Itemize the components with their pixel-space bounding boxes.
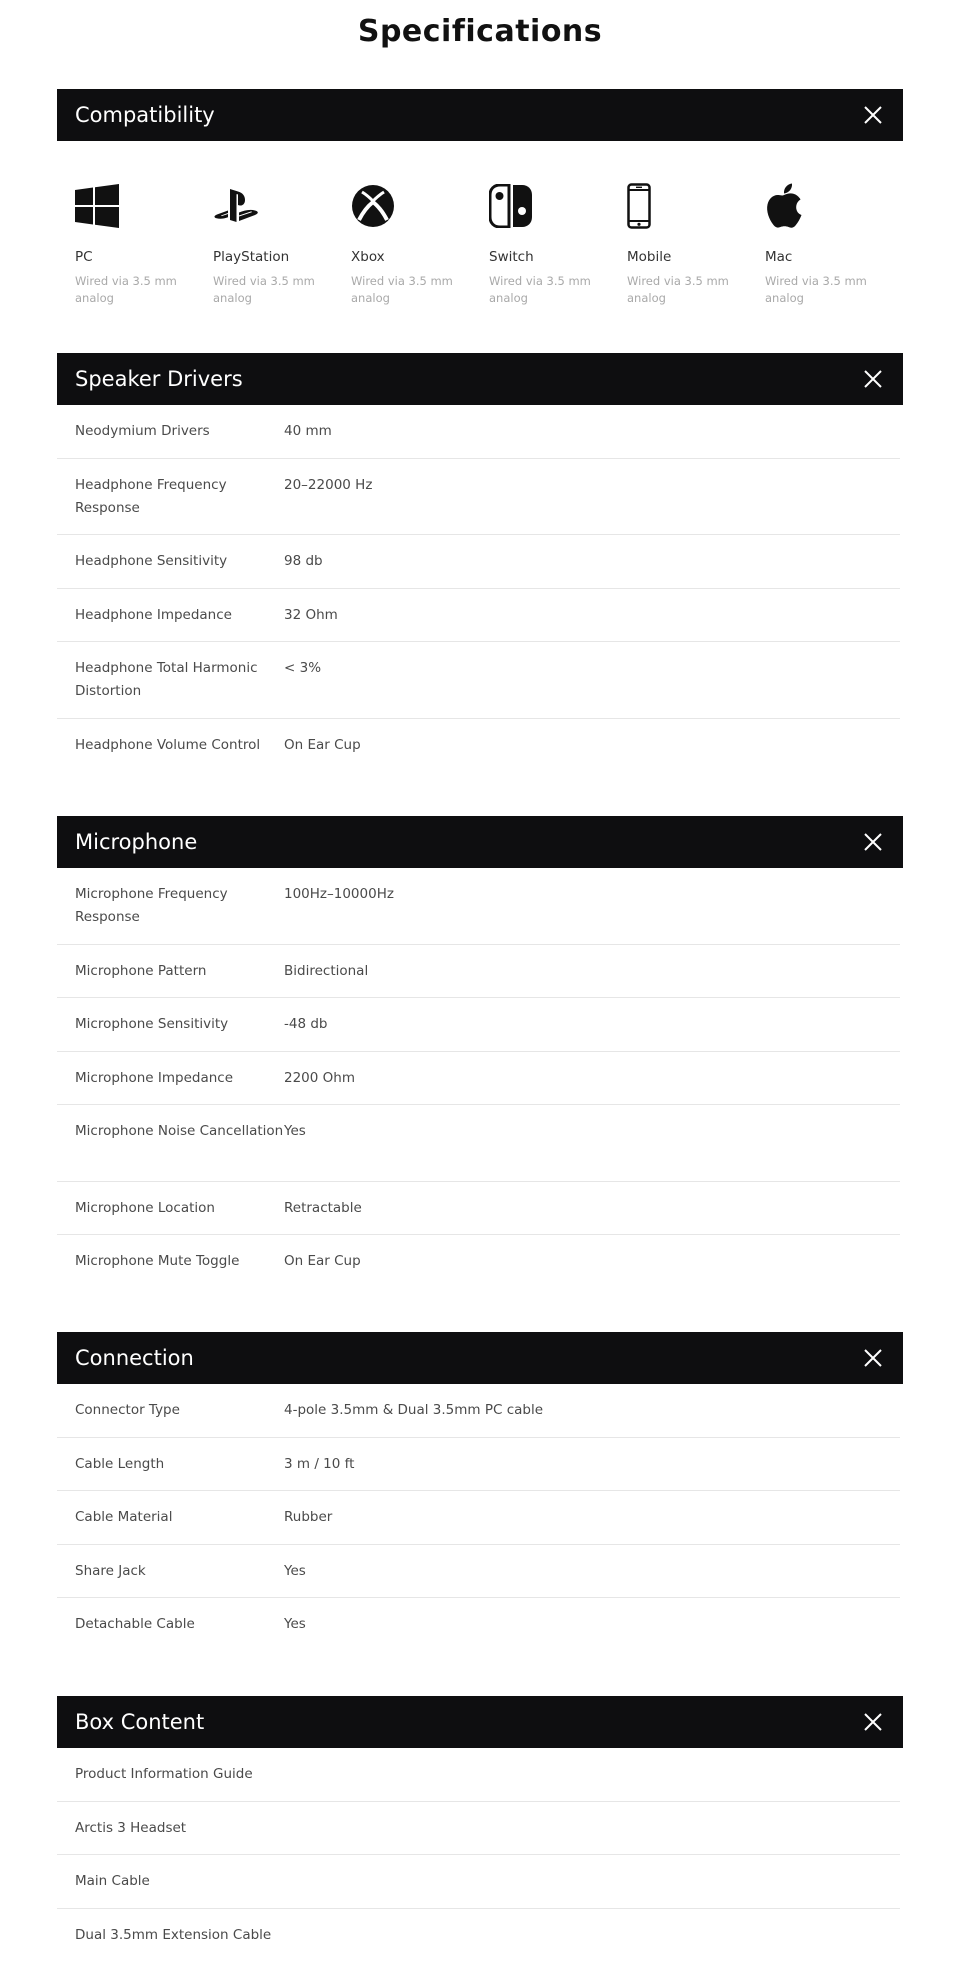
list-item	[57, 1909, 900, 1963]
spec-row	[57, 1105, 900, 1182]
spec-row	[57, 1384, 900, 1438]
spec-value: Yes	[284, 1562, 306, 1579]
spec-row	[57, 1545, 900, 1599]
list-item	[57, 1748, 900, 1802]
compatibility-header[interactable]	[57, 89, 903, 141]
playstation-icon	[213, 188, 259, 224]
switch-icon	[489, 184, 533, 228]
spec-row	[57, 405, 900, 459]
box-item-label: Main Cable	[75, 1873, 150, 1889]
spec-label: Headphone Sensitivity	[75, 553, 228, 569]
spec-label: Microphone Frequency Response	[75, 886, 228, 925]
compat-item-xbox	[351, 183, 489, 307]
spec-label: Detachable Cable	[75, 1616, 195, 1632]
spec-row	[57, 642, 900, 719]
close-icon[interactable]	[861, 103, 885, 127]
spec-label: Microphone Mute Toggle	[75, 1253, 240, 1269]
speaker-drivers-table	[57, 405, 900, 772]
spec-row	[57, 1491, 900, 1545]
spec-value: Bidirectional	[284, 962, 369, 979]
speaker-drivers-header[interactable]	[57, 353, 903, 405]
microphone-section	[57, 816, 903, 1289]
spec-value: Yes	[284, 1123, 306, 1139]
compat-name: PlayStation	[213, 249, 290, 265]
speaker-drivers-section	[57, 353, 903, 772]
spec-value: 100Hz–10000Hz	[284, 886, 394, 902]
page-title: Specifications	[357, 14, 603, 49]
compatibility-grid	[57, 141, 903, 307]
microphone-title: Microphone	[75, 830, 198, 854]
compat-name: Mac	[765, 249, 793, 265]
spec-label: Microphone Pattern	[75, 962, 207, 979]
spec-label: Headphone Total Harmonic Distortion	[75, 660, 258, 699]
spec-label: Headphone Volume Control	[75, 736, 261, 753]
compat-name: Xbox	[351, 249, 385, 265]
spec-value: 4-pole 3.5mm & Dual 3.5mm PC cable	[284, 1402, 544, 1418]
spec-row	[57, 1235, 900, 1289]
spec-value: On Ear Cup	[284, 1253, 361, 1269]
spec-value: 2200 Ohm	[284, 1069, 355, 1086]
box-content-header[interactable]	[57, 1696, 903, 1748]
spec-row	[57, 535, 900, 589]
spec-value: 3 m / 10 ft	[284, 1455, 355, 1472]
spec-label: Neodymium Drivers	[75, 423, 210, 439]
compat-item-pc	[75, 183, 213, 307]
spec-row	[57, 998, 900, 1052]
apple-icon	[765, 183, 803, 229]
spec-row	[57, 589, 900, 643]
spec-label: Headphone Frequency Response	[75, 476, 227, 516]
spec-value: 98 db	[284, 553, 323, 569]
speaker-drivers-title: Speaker Drivers	[75, 367, 243, 391]
connection-section	[57, 1332, 903, 1652]
spec-label: Cable Material	[75, 1509, 173, 1525]
close-icon[interactable]	[861, 830, 885, 854]
windows-icon	[75, 184, 119, 228]
connection-table	[57, 1384, 900, 1652]
compat-note: Wired via 3.5 mm analog	[351, 274, 453, 305]
connection-header[interactable]	[57, 1332, 903, 1384]
spec-row	[57, 719, 900, 773]
spec-value: 32 Ohm	[284, 606, 338, 623]
mobile-icon	[627, 183, 651, 229]
compat-note: Wired via 3.5 mm analog	[489, 274, 591, 305]
spec-row	[57, 868, 900, 945]
compat-note: Wired via 3.5 mm analog	[75, 274, 177, 305]
spec-label: Microphone Noise Cancellation	[75, 1123, 284, 1139]
compat-name: Mobile	[627, 249, 672, 265]
spec-label: Share Jack	[75, 1562, 146, 1579]
close-icon[interactable]	[861, 367, 885, 391]
spec-value: On Ear Cup	[284, 736, 361, 753]
spec-label: Headphone Impedance	[75, 606, 232, 623]
close-icon[interactable]	[861, 1710, 885, 1734]
spec-label: Connector Type	[75, 1402, 180, 1418]
compat-item-mobile	[627, 183, 765, 307]
compat-item-switch	[489, 183, 627, 307]
close-icon[interactable]	[861, 1346, 885, 1370]
spec-value: Retractable	[284, 1199, 362, 1216]
spec-row	[57, 459, 900, 536]
spec-row	[57, 1052, 900, 1106]
list-item	[57, 1855, 900, 1909]
connection-title: Connection	[75, 1346, 194, 1370]
compatibility-title: Compatibility	[75, 103, 215, 127]
compat-item-mac	[765, 183, 903, 307]
box-content-list	[57, 1748, 900, 1962]
spec-value: Yes	[284, 1616, 306, 1632]
box-item-label: Dual 3.5mm Extension Cable	[75, 1926, 272, 1943]
box-item-label: Product Information Guide	[75, 1766, 253, 1782]
spec-value: 20–22000 Hz	[284, 476, 373, 493]
compat-note: Wired via 3.5 mm analog	[765, 274, 867, 305]
list-item	[57, 1802, 900, 1856]
box-content-title: Box Content	[75, 1710, 205, 1734]
spec-row	[57, 1438, 900, 1492]
xbox-icon	[351, 184, 395, 228]
microphone-header[interactable]	[57, 816, 903, 868]
spec-label: Cable Length	[75, 1455, 165, 1472]
compat-name: Switch	[489, 249, 534, 265]
compatibility-section	[57, 89, 903, 307]
compat-note: Wired via 3.5 mm analog	[627, 274, 729, 305]
spec-value: Rubber	[284, 1509, 333, 1525]
microphone-table	[57, 868, 900, 1289]
spec-value: < 3%	[284, 660, 322, 676]
box-content-section	[57, 1696, 903, 1962]
compat-item-playstation	[213, 183, 351, 307]
compat-note: Wired via 3.5 mm analog	[213, 274, 315, 305]
spec-label: Microphone Impedance	[75, 1069, 234, 1086]
spec-value: 40 mm	[284, 423, 332, 439]
spec-label: Microphone Sensitivity	[75, 1016, 229, 1032]
spec-label: Microphone Location	[75, 1199, 215, 1216]
spec-row	[57, 1182, 900, 1236]
spec-value: -48 db	[284, 1016, 328, 1032]
spec-row	[57, 945, 900, 999]
box-item-label: Arctis 3 Headset	[75, 1819, 187, 1836]
spec-row	[57, 1598, 900, 1652]
compat-name: PC	[75, 249, 93, 265]
